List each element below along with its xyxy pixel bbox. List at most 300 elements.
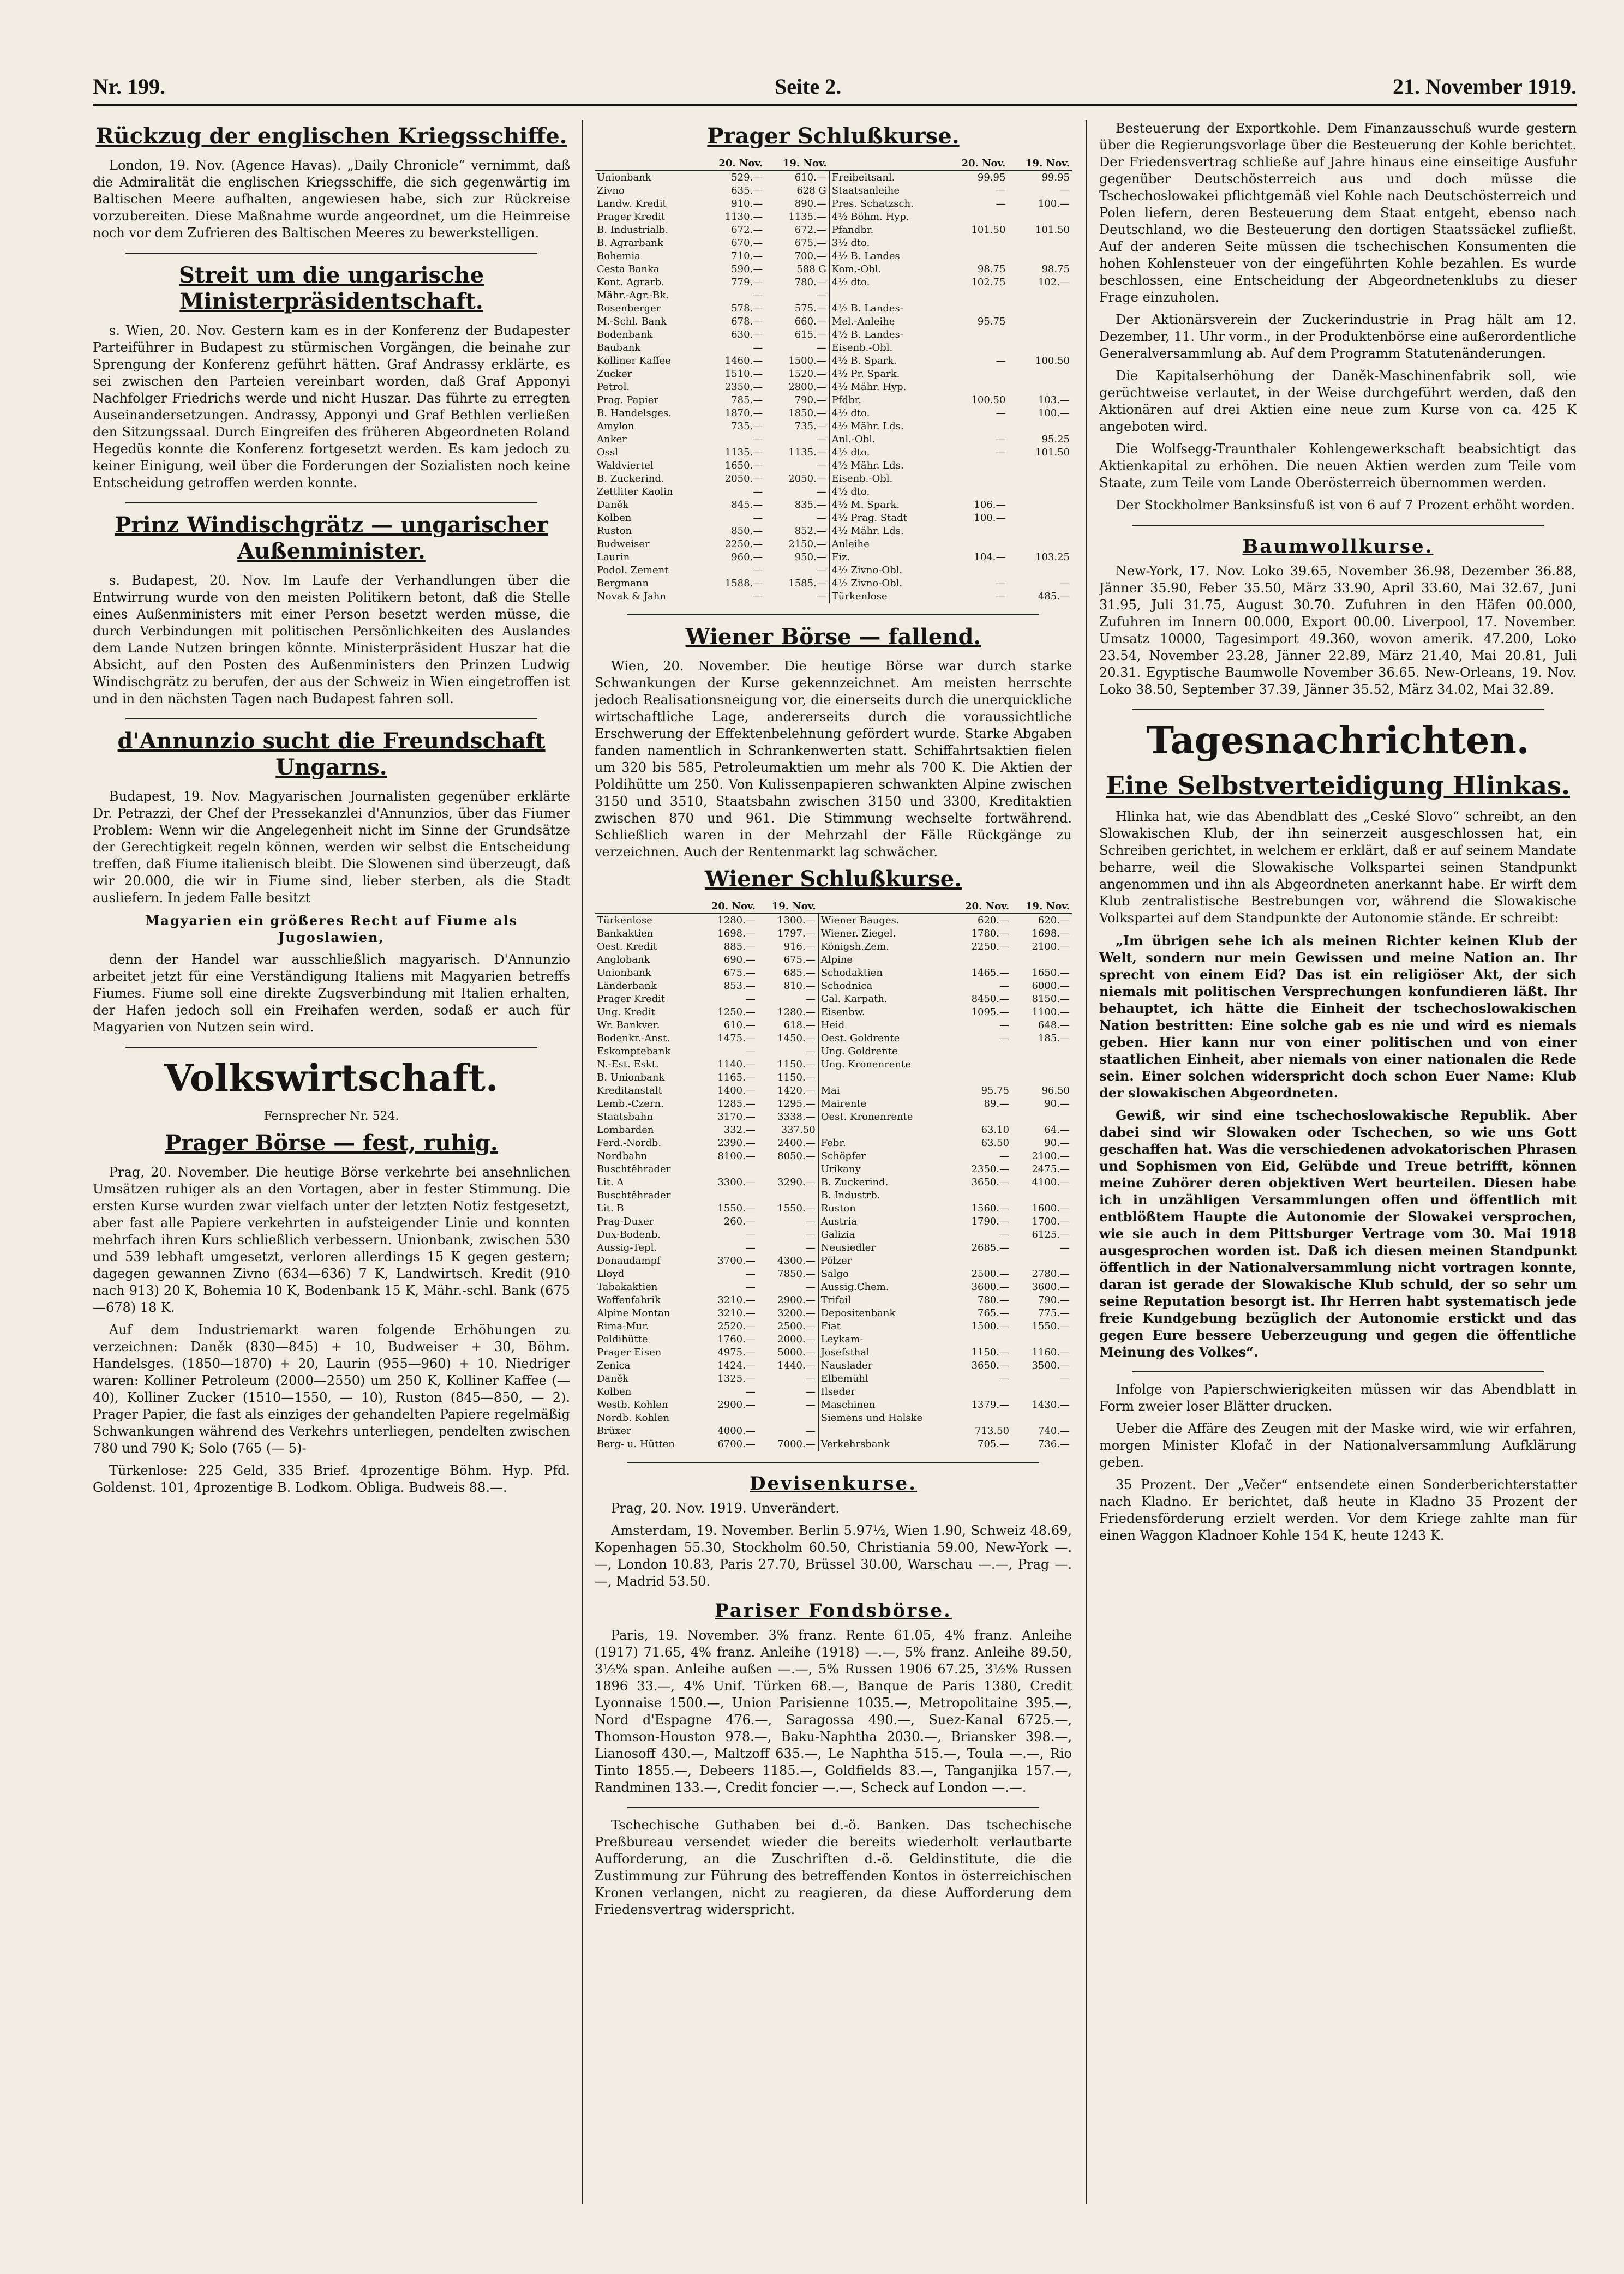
table-cell: Lemb.-Czern. [597, 1098, 664, 1109]
table-cell: 1300.— [777, 915, 816, 926]
table-cell: 853.— [723, 980, 756, 992]
article-body: Besteuerung der Exportkohle. Dem Finanzausschuß wurde gestern über die Regierungsvorlage über die Besteuerung der Kohle berichtet. Der Friedensvertrag schließe auf Jahre hinaus eine einseitige Ausfuhr gegenüber Deutschösterreich aus und doch müsse die Tschechoslowakei pflichtgemäß viel Kohle nach Deutschösterreich und Polen liefern, deren Besteuerung dem Staat entgeht, ebenso nach Deutschland, wo die Besteuerung den dortigen Staatssäckel zufließt. Auf der anderen Seite müssen die tschechischen Konsumenten die hohen Kohlensteuer von der eingeführten Kohle bezahlen. Es wurde beschlossen, eine Entscheidung der Abgeordnetenklubs zu dieser Frage einzuholen. [1099, 121, 1577, 305]
table-cell [1008, 420, 1072, 433]
table-cell: 1150.— [777, 1072, 816, 1083]
table-cell: Anglobank [597, 954, 650, 965]
table-cell: 610.— [794, 172, 826, 183]
prager-quotes-table [595, 157, 1072, 603]
table-cell: 101.50 [971, 224, 1006, 236]
table-cell: Siemens und Halske [818, 1412, 951, 1425]
table-cell: Bergmann [597, 578, 649, 589]
column-rule-1 [582, 120, 583, 2204]
table-cell: 485.— [1038, 591, 1070, 602]
table-cell: Alpine Montan [597, 1307, 670, 1319]
table-cell [944, 564, 1008, 577]
table-cell: — [753, 591, 763, 602]
table-cell: 260.— [723, 1216, 756, 1227]
table-cell [951, 1412, 1011, 1425]
table-cell: Lit. B [597, 1203, 624, 1214]
table-cell: Königsh.Zem. [818, 940, 951, 953]
table-cell: Austria [818, 1215, 951, 1228]
table-cell: Schodnica [818, 980, 951, 993]
table-cell: 3290.— [777, 1177, 816, 1188]
table-cell: — [805, 1399, 816, 1411]
table-cell [944, 459, 1008, 472]
table-cell: 3300.— [717, 1177, 756, 1188]
divider [627, 1462, 1039, 1463]
table-cell: 1150.— [777, 1059, 816, 1070]
table-cell: B. Handelsges. [597, 407, 672, 419]
table-cell: 99.95 [1041, 172, 1070, 183]
table-cell: Mel.-Anleihe [829, 315, 944, 328]
table-cell [1008, 211, 1072, 224]
table-cell [944, 302, 1008, 315]
table-row [595, 1412, 1072, 1425]
table-cell: 3200.— [777, 1307, 816, 1319]
table-cell: 810.— [783, 980, 816, 992]
table-cell: — [805, 1242, 816, 1253]
table-cell: 779.— [731, 277, 763, 288]
table-cell: Donaudampf [597, 1255, 661, 1267]
table-row [595, 433, 1072, 446]
table-cell: 4½ B. Landes [829, 250, 944, 263]
table-cell: Elbemühl [818, 1372, 951, 1385]
table-row [595, 1294, 1072, 1307]
table-cell: 890.— [794, 198, 826, 209]
table-cell: 1460.— [724, 355, 763, 367]
table-cell: Gal. Karpath. [818, 993, 951, 1006]
table-cell: 101.50 [1035, 224, 1070, 236]
article-body: Tschechische Guthaben bei d.-ö. Banken. Das tschechische Preßbureau versendet wieder die bereits wiederholt verlautbarte Aufforderung, an die Zuschriften d.-ö. Geldinstitute, die die Zustimmung zur Führung des betreffenden Kontos in österreichischen Kronen verlangen, nicht zu reagieren, da diese Aufforderung dem Friedensvertrag widerspricht. [595, 1817, 1072, 1917]
table-cell: 740.— [1038, 1425, 1070, 1437]
table-header: 19. Nov. [765, 157, 829, 171]
article-body: Auf dem Industriemarkt waren folgende Erhöhungen zu verzeichnen: Daněk (830—845) + 10, Budweiser + 30, Böhm. Handelsges. (1850—1870) + 20, Laurin (955—960) + 10. Niedriger waren: Kolliner Petroleum (2000—2550) um 250 K, Kolliner Kaffee (— 40), Kolliner Zucker (1510—1550, — 10), Ruston (845—850, — 2). Prager Papier, die fast als einziges der gehandelten Papiere regelmäßig Schwankungen während des Verkehrs unterliegen, pendelten zwischen 780 und 790 K; Solo (765 (— 5)- [93, 1322, 570, 1456]
table-cell: 3650.— [971, 1360, 1010, 1371]
table-cell: 3500.— [1032, 1360, 1070, 1371]
table-cell: Kreditanstalt [597, 1085, 662, 1096]
table-cell: — [745, 1386, 756, 1397]
column-3 [1099, 120, 1577, 2204]
table-cell: 102.75 [971, 277, 1006, 288]
table-cell: 635.— [731, 185, 763, 196]
column-2 [595, 120, 1072, 2204]
article-title: Pariser Fondsbörse. [715, 1600, 952, 1622]
table-cell: 2500.— [971, 1268, 1010, 1280]
table-cell: Eisenb.-Obl. [829, 341, 944, 355]
table-cell: 700.— [794, 250, 826, 262]
divider [125, 1047, 537, 1048]
article-title: d'Annunzio sucht die Freundschaft Ungarns. [117, 728, 546, 780]
table-cell [944, 328, 1008, 341]
table-cell: B. Industrb. [818, 1189, 951, 1202]
table-cell: 775.— [1038, 1307, 1070, 1319]
table-cell [944, 538, 1008, 551]
table-cell: Zenica [597, 1360, 631, 1371]
table-cell: — [753, 486, 763, 497]
table-row [595, 1385, 1072, 1399]
table-cell: 685.— [783, 967, 816, 979]
table-cell: 1440.— [777, 1360, 816, 1371]
table-cell: 670.— [731, 237, 763, 249]
table-row [595, 1084, 1072, 1097]
table-cell: 950.— [794, 551, 826, 563]
table-cell [944, 472, 1008, 485]
table-cell: Bohemia [597, 250, 640, 262]
article-body: Infolge von Papierschwierigkeiten müssen wir das Abendblatt in Form zweier loser Blätter drucken. [1099, 1382, 1577, 1414]
table-cell: Wr. Bankver. [597, 1019, 660, 1031]
table-cell: 1135.— [788, 447, 826, 458]
table-cell: Laurin [597, 551, 630, 563]
table-cell: 2050.— [788, 473, 826, 484]
table-cell: Ung. Kredit [597, 1006, 655, 1018]
divider [125, 502, 537, 503]
table-cell: 4½ Pr. Spark. [829, 368, 944, 381]
table-cell: 1698.— [717, 928, 756, 939]
table-cell: 8450.— [971, 993, 1010, 1005]
table-cell: 185.— [1038, 1033, 1070, 1044]
table-row [595, 577, 1072, 590]
table-cell: Brüxer [597, 1425, 631, 1437]
table-header [595, 900, 697, 914]
table-cell: 3650.— [971, 1177, 1010, 1188]
table-cell: Galizia [818, 1228, 951, 1241]
table-cell: Daněk [597, 1373, 629, 1384]
article-body: s. Wien, 20. Nov. Gestern kam es in der Konferenz der Budapester Parteiführer in Budapest zu stürmischen Vorgängen, die beinahe zur Sprengung der Konferenz geführt hätten. Graf Andrassy erklärte, es sei zwischen den Parteien vereinbart worden, daß Graf Apponyi Nachfolger Friedrichs werde und nicht Huszar. Das führte zu erregten Auseinandersetzungen. Andrassy, Apponyi und Graf Bethlen verließen den Sitzungssaal. Durch Eingreifen des früheren Abgeordneten Roland Hegedüs konnte die Konferenz fortgesetzt werden. Es kam jedoch zu keiner Einigung, weil über die Forderungen der Sozialisten noch keine Entscheidung getroffen werden konnte. [93, 323, 570, 490]
table-row [595, 1045, 1072, 1058]
table-cell: 4½ B. Spark. [829, 355, 944, 368]
table-cell: Zucker [597, 368, 632, 380]
column-1 [93, 120, 570, 2204]
table-cell [1011, 1255, 1072, 1268]
table-cell: — [996, 578, 1006, 589]
table-cell: Türkenlose [597, 915, 652, 926]
table-cell: 910.— [731, 198, 763, 209]
table-cell: Wiener. Ziegel. [818, 927, 951, 940]
table-row [595, 289, 1072, 302]
table-cell: 610.— [723, 1019, 756, 1031]
table-cell: 765.— [978, 1307, 1010, 1319]
table-cell: — [805, 1046, 816, 1057]
table-row [595, 525, 1072, 538]
table-cell: 4½ Böhm. Hyp. [829, 211, 944, 224]
table-cell: Fiat [818, 1320, 951, 1333]
table-row [595, 993, 1072, 1006]
table-cell: Bodenkr.-Anst. [597, 1033, 670, 1044]
table-cell: Tabakaktien [597, 1281, 658, 1293]
table-row [595, 485, 1072, 499]
article-quote: Gewiß, wir sind eine tschechoslowakische Republik. Aber dabei sind wir Slowaken oder Tschechen, so wie uns Gott geschaffen hat. Was die verschiedenen advokatorischen Phrasen und Sophismen von Eid, Gelübde und Treue betrifft, können meine Zuhörer deren objektiven Wert beurteilen. Diesen habe ich in unzähligen Versammlungen offen und öffentlich mit entblößtem Haupte die Autonomie der Slowakei versprochen, wie sie auch in dem Pittsburger Vertrage vom 30. Mai 1918 ausgesprochen worden ist. Daß ich diesen meinen Standpunkt öffentlich in der Nationalversammlung nicht vortragen konnte, daran ist gerade der Slowakische Klub schuld, der so sehr um seine Reputation besorgt ist. Ihr Herren habt systematisch jede freie Kundgebung bezüglich der Autonomie erstickt und das gegen Eure bessere Ueberzeugung und gegen die öffentliche Meinung des Volkes“. [1099, 1107, 1577, 1360]
table-cell: 2100.— [1032, 1150, 1070, 1162]
table-cell: 675.— [783, 954, 816, 965]
article-body: denn der Handel war ausschließlich magyarisch. D'Annunzio arbeitet jetzt für eine Verständigung Italiens mit Magyarien betreffs Fiumes. Fiume soll eine direkte Zugsverbindung mit Italien erhalten, der Hafen jedoch soll ein Freihafen werden, sodaß er auch für Magyarien von Nutzen sein wird. [93, 952, 570, 1035]
table-row [595, 407, 1072, 420]
table-row [595, 1399, 1072, 1412]
table-cell: Oest. Kronenrente [818, 1111, 951, 1124]
table-cell: Rima-Mur. [597, 1321, 649, 1332]
table-cell: 3600.— [1032, 1281, 1070, 1293]
table-cell: 1150.— [971, 1347, 1010, 1358]
table-cell: — [816, 460, 826, 471]
table-cell: — [753, 512, 763, 524]
table-cell: 1560.— [971, 1203, 1010, 1214]
table-cell: — [745, 1242, 756, 1253]
table-cell: 2350.— [724, 381, 763, 393]
table-cell: Pölzer [818, 1255, 951, 1268]
table-cell: — [816, 512, 826, 524]
table-row [595, 341, 1072, 355]
table-row [595, 551, 1072, 564]
table-cell: 4½ dto. [829, 446, 944, 459]
table-cell: — [753, 434, 763, 445]
table-row [595, 1346, 1072, 1359]
table-cell: — [996, 407, 1006, 419]
article-title: Devisenkurse. [749, 1473, 918, 1495]
table-title: Wiener Schlußkurse. [704, 866, 962, 892]
table-cell: Prager Kredit [597, 993, 666, 1005]
table-cell: — [996, 591, 1006, 602]
table-cell: — [999, 1373, 1010, 1384]
table-cell [944, 525, 1008, 538]
table-row [595, 250, 1072, 263]
table-cell [951, 953, 1011, 967]
table-cell: M.-Schl. Bank [597, 316, 667, 327]
table-cell: Verkehrsbank [818, 1438, 951, 1451]
table-cell: 100.— [974, 512, 1006, 524]
table-cell: 1250.— [717, 1006, 756, 1018]
table-row [595, 1333, 1072, 1346]
table-cell: 588 G [796, 263, 826, 275]
table-cell: Landw. Kredit [597, 198, 667, 209]
table-cell: 4½ dto. [829, 485, 944, 499]
table-cell: — [816, 434, 826, 445]
table-cell: 6125.— [1032, 1229, 1070, 1240]
table-cell: — [805, 993, 816, 1005]
table-row [595, 1425, 1072, 1438]
table-cell [1011, 953, 1072, 967]
article-body: Der Stockholmer Banksinsfuß ist von 6 auf 7 Prozent erhöht worden. [1116, 497, 1575, 513]
table-cell: Pfdbr. [829, 394, 944, 407]
table-row [595, 1255, 1072, 1268]
table-row [595, 276, 1072, 289]
table-header: 20. Nov. [951, 900, 1011, 914]
table-cell: Länderbank [597, 980, 657, 992]
table-cell: 98.75 [977, 263, 1006, 275]
table-cell: 675.— [723, 967, 756, 979]
table-cell [944, 289, 1008, 302]
table-cell: 4½ B. Landes- [829, 302, 944, 315]
table-cell: 529.— [731, 172, 763, 183]
table-cell: Alpine [818, 953, 951, 967]
table-row [595, 980, 1072, 993]
table-cell: 4½ dto. [829, 407, 944, 420]
table-cell: 1585.— [788, 578, 826, 589]
table-cell [1011, 1058, 1072, 1071]
table-cell: 672.— [794, 224, 826, 236]
table-cell: 2400.— [777, 1137, 816, 1149]
table-cell: Eisenb.-Obl. [829, 472, 944, 485]
table-cell: Oest. Goldrente [818, 1032, 951, 1045]
table-cell: — [745, 993, 756, 1005]
table-row [595, 914, 1072, 927]
table-row [595, 171, 1072, 184]
table-cell: — [999, 1019, 1010, 1031]
table-cell: 1520.— [788, 368, 826, 380]
table-cell: Anleihe [829, 538, 944, 551]
table-cell: 2520.— [717, 1321, 756, 1332]
table-cell: 678.— [731, 316, 763, 327]
table-cell: 916.— [783, 941, 816, 952]
article-body: Der Aktionärsverein der Zuckerindustrie in Prag hält am 12. Dezember, 11. Uhr vorm., in der Produktenbörse eine außerordentliche Generalversammlung ab. Auf dem Programm Statutenänderungen. [1099, 312, 1577, 361]
table-cell [951, 1071, 1011, 1084]
table-cell: 1760.— [717, 1334, 756, 1345]
table-cell [944, 420, 1008, 433]
table-cell: 835.— [794, 499, 826, 511]
table-cell: 1160.— [1032, 1347, 1070, 1358]
table-row [595, 1438, 1072, 1451]
table-cell: 1650.— [1032, 967, 1070, 979]
table-cell: Nordb. Kohlen [597, 1412, 670, 1424]
article-title: Eine Selbstverteidigung Hlinkas. [1105, 771, 1571, 800]
table-cell: Ilseder [818, 1385, 951, 1399]
table-cell: Baubank [597, 342, 641, 353]
table-cell: 332.— [723, 1124, 756, 1136]
table-row [595, 224, 1072, 237]
table-cell: Maschinen [818, 1399, 951, 1412]
table-cell: Prag. Papier [597, 394, 658, 406]
table-cell: 1790.— [971, 1216, 1010, 1227]
table-cell: 104.— [974, 551, 1006, 563]
table-cell: 780.— [794, 277, 826, 288]
table-cell: Zettliter Kaolin [597, 486, 673, 497]
table-cell: 8050.— [777, 1150, 816, 1162]
table-cell: Staatsanleihe [829, 184, 944, 197]
table-row [595, 590, 1072, 603]
table-cell: Neusiedler [818, 1241, 951, 1255]
table-cell: 852.— [794, 525, 826, 537]
table-cell: 1450.— [777, 1033, 816, 1044]
divider [125, 718, 537, 719]
table-cell: 2500.— [777, 1321, 816, 1332]
table-row [595, 355, 1072, 368]
table-cell: Freibeitsanl. [829, 171, 944, 184]
table-cell: 1424.— [717, 1360, 756, 1371]
table-cell: 2000.— [777, 1334, 816, 1345]
table-cell [1008, 538, 1072, 551]
table-row [595, 1150, 1072, 1163]
table-cell: 1285.— [717, 1098, 756, 1109]
table-cell: 590.— [731, 263, 763, 275]
table-cell: Ung. Goldrente [818, 1045, 951, 1058]
table-cell: 620.— [1038, 915, 1070, 926]
table-cell: 7000.— [777, 1438, 816, 1450]
table-cell: 64.— [1044, 1124, 1070, 1136]
table-cell: Waffenfabrik [597, 1294, 661, 1306]
table-cell [818, 1124, 951, 1137]
table-row [595, 263, 1072, 276]
table-cell: 675.— [794, 237, 826, 249]
table-cell: 672.— [731, 224, 763, 236]
table-cell: Bankaktien [597, 928, 654, 939]
table-cell: 1295.— [777, 1098, 816, 1109]
issue-number: Nr. 199. [93, 74, 165, 99]
article-title: Streit um die ungarische Ministerpräsidentschaft. [178, 262, 484, 314]
table-cell: 4½ Mähr. Lds. [829, 420, 944, 433]
table-cell: 1850.— [788, 407, 826, 419]
page-header [93, 60, 1577, 106]
table-cell [697, 1412, 758, 1425]
table-cell: 4½ Mähr. Lds. [829, 459, 944, 472]
table-cell: 2900.— [777, 1294, 816, 1306]
table-cell: 101.50 [1035, 447, 1070, 458]
article-title: Rückzug der englischen Kriegsschiffe. [95, 123, 567, 149]
table-cell [944, 237, 1008, 250]
table-header: 19. Nov. [1008, 157, 1072, 171]
table-cell: 3210.— [717, 1294, 756, 1306]
table-header: 20. Nov. [944, 157, 1008, 171]
table-row [595, 1320, 1072, 1333]
table-cell: 337.50 [781, 1124, 816, 1136]
table-cell [944, 250, 1008, 263]
table-cell: 1700.— [1032, 1216, 1070, 1227]
table-cell: 4½ M. Spark. [829, 499, 944, 512]
table-cell: 63.10 [981, 1124, 1010, 1136]
table-cell: Mai [818, 1084, 951, 1097]
table-row [595, 1097, 1072, 1111]
table-cell: 1510.— [724, 368, 763, 380]
table-cell: 660.— [794, 316, 826, 327]
table-row [595, 538, 1072, 551]
table-cell: — [996, 447, 1006, 458]
table-cell: 1430.— [1032, 1399, 1070, 1411]
table-cell: 578.— [731, 303, 763, 314]
table-cell: 96.50 [1041, 1085, 1070, 1096]
table-cell: 1140.— [717, 1059, 756, 1070]
table-cell: 1135.— [724, 447, 763, 458]
table-cell [697, 1163, 758, 1176]
table-cell: Kolben [597, 512, 632, 524]
table-cell [951, 1333, 1011, 1346]
table-cell: 3338.— [777, 1111, 816, 1123]
table-row [595, 1281, 1072, 1294]
table-cell: 2780.— [1032, 1268, 1070, 1280]
table-cell: 4½ dto. [829, 276, 944, 289]
table-header [829, 157, 944, 171]
table-cell [758, 1189, 818, 1202]
table-cell: Prag-Duxer [597, 1216, 654, 1227]
table-cell: 100.— [1038, 198, 1070, 209]
table-cell: 790.— [794, 394, 826, 406]
table-row [595, 940, 1072, 953]
table-cell: Daněk [597, 499, 629, 511]
table-cell: 2475.— [1032, 1163, 1070, 1175]
table-cell: 2685.— [971, 1242, 1010, 1253]
table-cell: Dux-Bodenb. [597, 1229, 661, 1240]
table-row [595, 472, 1072, 485]
table-cell: 1650.— [724, 460, 763, 471]
table-row [595, 564, 1072, 577]
table-row [595, 1241, 1072, 1255]
table-cell: Nordbahn [597, 1150, 648, 1162]
table-cell: 790.— [1038, 1294, 1070, 1306]
table-row [595, 1215, 1072, 1228]
table-cell: — [753, 342, 763, 353]
table-row [595, 420, 1072, 433]
table-row [595, 1058, 1072, 1071]
table-row [595, 197, 1072, 211]
table-cell: Depositenbank [818, 1307, 951, 1320]
table-cell: 100.50 [1035, 355, 1070, 367]
wiener-quotes-table [595, 900, 1072, 1451]
